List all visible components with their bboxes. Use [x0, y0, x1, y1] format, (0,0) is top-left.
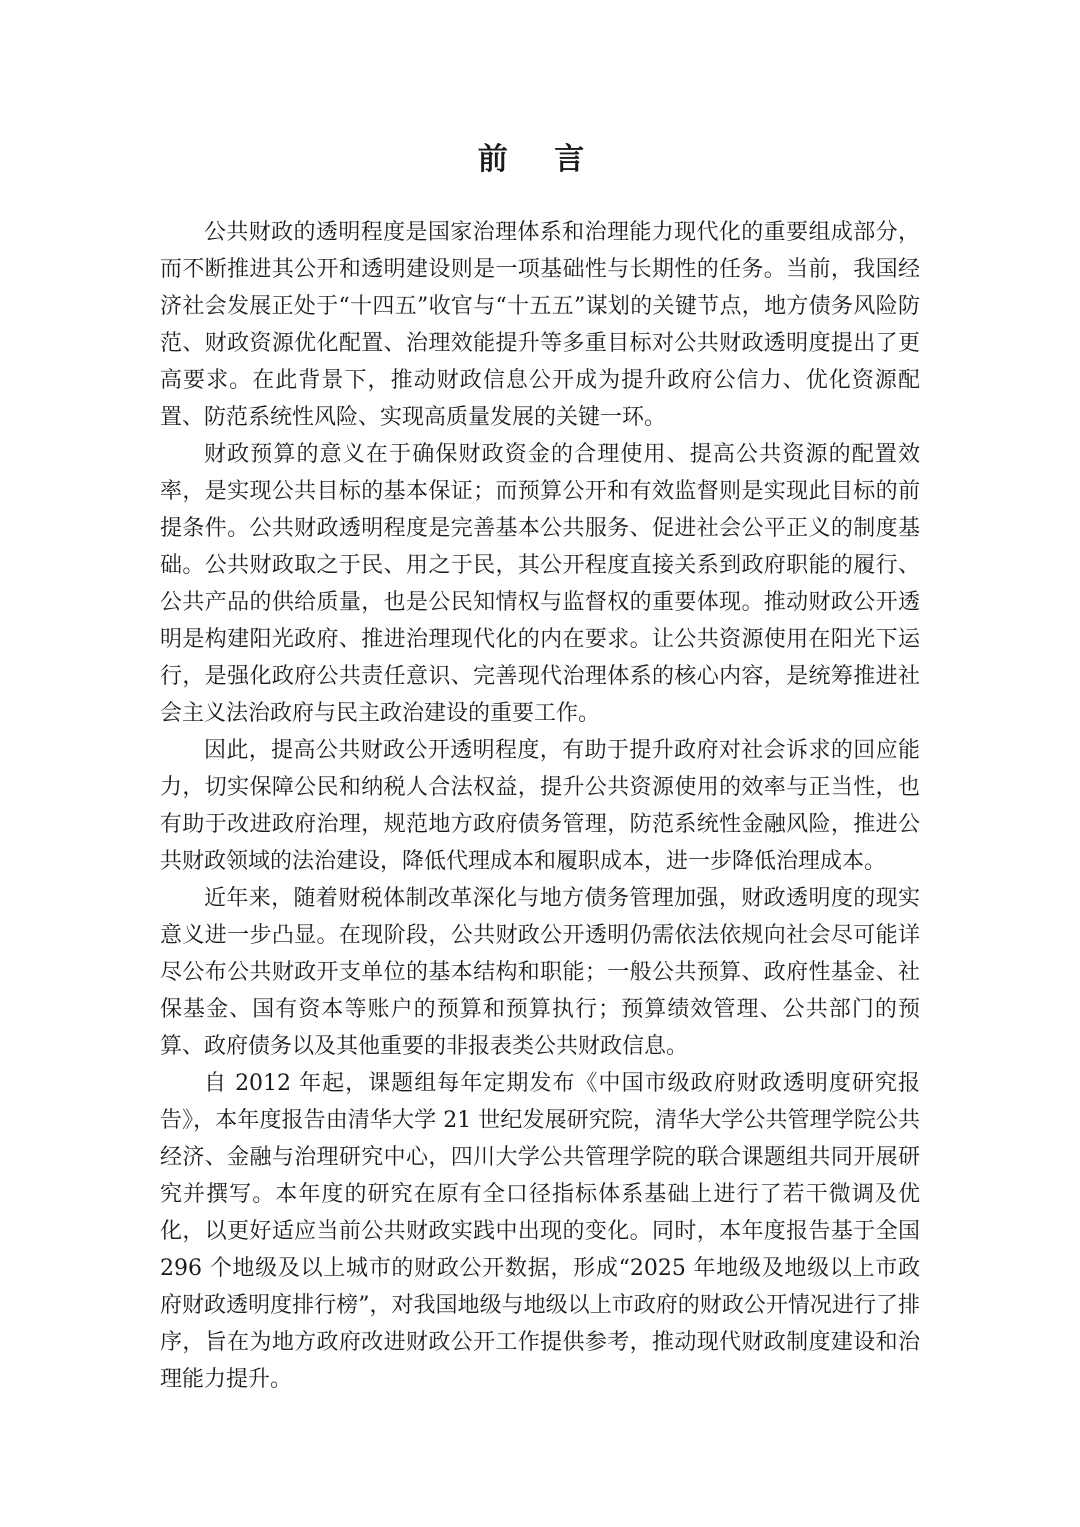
page-title: 前 言: [477, 142, 603, 177]
paragraph-2: 财政预算的意义在于确保财政资金的合理使用、提高公共资源的配置效率，是实现公共目标的基本保证；而预算公开和有效监督则是实现此目标的前提条件。公共财政透明程度是完善基本公共服务、促进社会公平正义的制度基础。公共财政取之于民、用之于民，其公开程度直接关系到政府职能的履行、公共产品的供给质量，也是公民知情权与监督权的重要体现。推动财政公开透明是构建阳光政府、推进治理现代化的内在要求。让公共资源使用在阳光下运行，是强化政府公共责任意识、完善现代治理体系的核心内容，是统筹推进社会主义法治政府与民主政治建设的重要工作。: [160, 442, 920, 726]
paragraph-4: 近年来，随着财税体制改革深化与地方债务管理加强，财政透明度的现实意义进一步凸显。在现阶段，公共财政公开透明仍需依法依规向社会尽可能详尽公布公共财政开支单位的基本结构和职能；一般公共预算、政府性基金、社保基金、国有资本等账户的预算和预算执行；预算绩效管理、公共部门的预算、政府债务以及其他重要的非报表类公共财政信息。: [160, 886, 920, 1059]
document-body: [160, 214, 920, 1398]
paragraph-5: 自 2012 年起，课题组每年定期发布《中国市级政府财政透明度研究报告》，本年度报告由清华大学 21 世纪发展研究院，清华大学公共管理学院公共经济、金融与治理研究中心，四川大学公共管理学院的联合课题组共同开展研究并撰写。本年度的研究在原有全口径指标体系基础上进行了若干微调及优化，以更好适应当前公共财政实践中出现的变化。同时，本年度报告基于全国 296 个地级及以上城市的财政公开数据，形成“2025 年地级及地级以上市政府财政透明度排行榜”，对我国地级与地级以上市政府的财政公开情况进行了排序，旨在为地方政府改进财政公开工作提供参考，推动现代财政制度建设和治理能力提升。: [160, 1071, 920, 1392]
paragraph-1: 公共财政的透明程度是国家治理体系和治理能力现代化的重要组成部分，而不断推进其公开和透明建设则是一项基础性与长期性的任务。当前，我国经济社会发展正处于“十四五”收官与“十五五”谋划的关键节点，地方债务风险防范、财政资源优化配置、治理效能提升等多重目标对公共财政透明度提出了更高要求。在此背景下，推动财政信息公开成为提升政府公信力、优化资源配置、防范系统性风险、实现高质量发展的关键一环。: [160, 220, 920, 430]
paragraph-3: 因此，提高公共财政公开透明程度，有助于提升政府对社会诉求的回应能力，切实保障公民和纳税人合法权益，提升公共资源使用的效率与正当性，也有助于改进政府治理，规范地方政府债务管理，防范系统性金融风险，推进公共财政领域的法治建设，降低代理成本和履职成本，进一步降低治理成本。: [160, 738, 920, 874]
